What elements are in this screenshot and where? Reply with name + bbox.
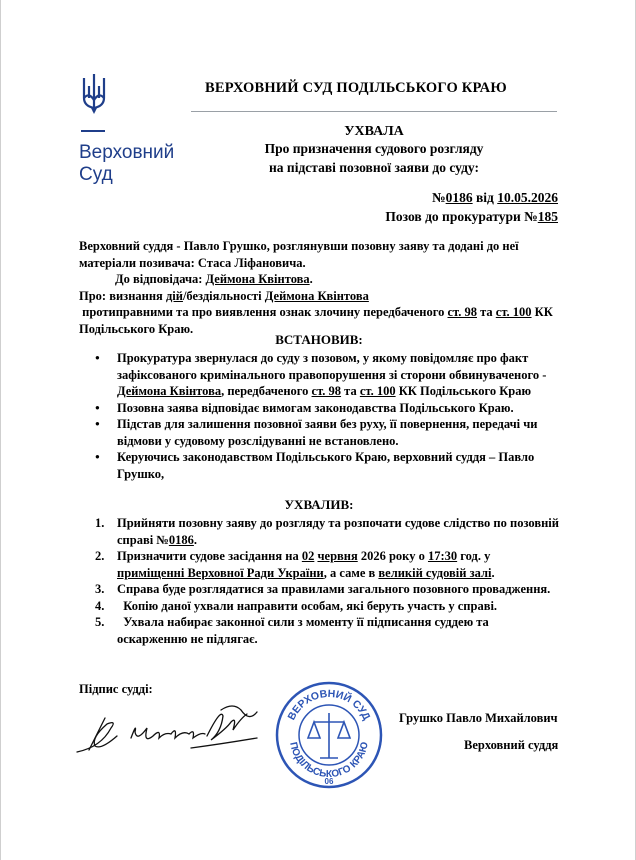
date-prefix: від bbox=[472, 190, 498, 205]
established-item1-c: КК Подільського Краю bbox=[395, 384, 532, 398]
defendant-line: До відповідача: Деймона Квінтова. bbox=[115, 272, 313, 286]
ruled-item5-text: Ухвала набирає законної сили з моменту її підписання суддею та оскарженню не підлягає. bbox=[117, 615, 492, 646]
ruled-item2-d: , а саме в bbox=[323, 565, 379, 580]
ruled-item3-text: Справа буде розглядатися за правилами загального позовного провадження. bbox=[117, 582, 551, 596]
established-item1-a: Прокуратура звернулася до суду з позовом, у якому повідомляє про факт зафіксованого кримінального правопорушення зі сторони обвинуваченого - bbox=[117, 351, 547, 382]
stamp-code: 06 bbox=[324, 777, 334, 786]
doc-date: 10.05.2026 bbox=[497, 190, 558, 205]
hearing-time: 17:30 bbox=[427, 549, 458, 563]
stamp-text-bottom: ПОДІЛЬСЬКОГО КРАЮ bbox=[287, 740, 371, 781]
ruled-item2-e: . bbox=[491, 565, 495, 580]
established-article-98: ст. 98 bbox=[311, 384, 342, 398]
established-article-100: ст. 100 bbox=[359, 384, 396, 398]
doc-subject-line1: Про призначення судового розгляду bbox=[264, 141, 484, 156]
established-item: ● Підстав для залишення позовної заяви без руху, її повернення, передачі чи відмови у судовому розслідуванні не встановлено. bbox=[79, 416, 559, 449]
claim-number: 185 bbox=[537, 209, 558, 224]
established-heading: ВСТАНОВИВ: bbox=[275, 332, 363, 347]
logo-wordmark-line1: Верховний bbox=[79, 142, 175, 163]
and-word: та bbox=[477, 305, 496, 319]
established-and: та bbox=[341, 384, 360, 398]
established-item: ● Керуючись законодавством Подільського Краю, верховний суддя – Павло Грушко, bbox=[79, 449, 559, 482]
subject-paragraph bbox=[79, 288, 559, 338]
ruled-item1-c: . bbox=[193, 532, 197, 547]
established-item: ● Позовна заява відповідає вимогам законодавства Подільського Краю. bbox=[79, 400, 559, 417]
defendant-name: Деймона Квінтова bbox=[205, 272, 310, 286]
established-item1-b: , передбаченого bbox=[221, 384, 312, 398]
about-part-a: Про: визнання bbox=[79, 288, 166, 303]
judge-position: Верховний суддя bbox=[464, 738, 559, 752]
doc-subject-line2: на підставі позовної заяви до суду: bbox=[269, 160, 479, 175]
logo-divider bbox=[81, 130, 105, 132]
claim-line bbox=[301, 209, 558, 225]
ruled-item2-c: год. у bbox=[457, 549, 494, 563]
header-rule bbox=[191, 111, 557, 112]
claim-prefix: Позов до прокуратури № bbox=[385, 209, 538, 224]
established-item bbox=[79, 350, 559, 400]
hearing-hall: великій судовій залі bbox=[378, 565, 492, 580]
signature-label: Підпис судді: bbox=[79, 682, 153, 696]
defendant-label: До відповідача: bbox=[115, 272, 206, 286]
doc-number-line bbox=[301, 190, 558, 206]
about-end: КК Подільського Краю. bbox=[79, 305, 553, 336]
doc-number: 0186 bbox=[445, 190, 473, 205]
about-defendant: Деймона Квінтова bbox=[264, 288, 369, 303]
doc-type: УХВАЛА bbox=[344, 124, 404, 139]
ruled-item2-a: Призначити судове засідання на bbox=[117, 549, 302, 563]
intro-paragraph: Верховний суддя - Павло Грушко, розглянувши позовну заяву та додані до неї матеріали позивача: Стаса Ліфановича. bbox=[79, 239, 519, 270]
ruled-item bbox=[79, 614, 559, 647]
logo-wordmark-line2: Суд bbox=[79, 164, 113, 185]
court-stamp bbox=[274, 680, 384, 790]
article-100: ст. 100 bbox=[495, 305, 532, 319]
about-acts: дій bbox=[165, 288, 183, 303]
ruled-item-number: 4. bbox=[95, 598, 105, 613]
number-prefix: № bbox=[432, 190, 446, 205]
ruled-item1-a: Прийняти позовну заяву до розгляду та розпочати судове слідство по позовній справі № bbox=[117, 516, 559, 547]
handwritten-signature bbox=[71, 692, 261, 762]
ruled-item bbox=[79, 581, 559, 598]
ruled-item bbox=[79, 598, 559, 615]
svg-text:ПОДІЛЬСЬКОГО КРАЮ bbox=[287, 741, 371, 780]
ruled-item-number: 5. bbox=[95, 615, 105, 629]
hearing-month: червня bbox=[317, 549, 358, 563]
about-part-b: /бездіяльності bbox=[182, 288, 265, 303]
ruled-item-number: 3. bbox=[95, 582, 105, 596]
hearing-place: приміщенні Верховної Ради України bbox=[117, 565, 324, 580]
established-list bbox=[79, 350, 559, 482]
article-98: ст. 98 bbox=[447, 305, 477, 319]
ruled-item2-b: року о bbox=[385, 549, 428, 563]
established-defendant: Деймона Квінтова bbox=[117, 384, 222, 398]
hearing-day: 02 bbox=[301, 549, 315, 563]
ruled-item-number: 1. bbox=[95, 516, 105, 530]
intro-block bbox=[79, 238, 559, 337]
stamp-text-top: ВЕРХОВНИЙ СУД bbox=[285, 687, 373, 723]
ruled-item bbox=[79, 515, 559, 548]
judge-name: Грушко Павло Михайлович bbox=[399, 711, 558, 725]
ruled-heading: УХВАЛИВ: bbox=[284, 497, 354, 512]
ruled-item4-text: Копію даної ухвали направити особам, які беруть участь у справі. bbox=[117, 598, 498, 613]
ruled-item-number: 2. bbox=[95, 549, 105, 563]
ruled-case-number: 0186 bbox=[168, 532, 194, 547]
ruled-item bbox=[79, 548, 559, 581]
court-title: ВЕРХОВНИЙ СУД ПОДІЛЬСЬКОГО КРАЮ bbox=[205, 80, 507, 96]
trident-icon bbox=[81, 72, 107, 116]
svg-text:ВЕРХОВНИЙ СУД bbox=[286, 688, 373, 723]
about-part-c: протиправними та про виявлення ознак злочину передбаченого bbox=[79, 305, 448, 319]
ruled-list bbox=[79, 515, 559, 647]
hearing-year: 2026 bbox=[357, 549, 386, 563]
